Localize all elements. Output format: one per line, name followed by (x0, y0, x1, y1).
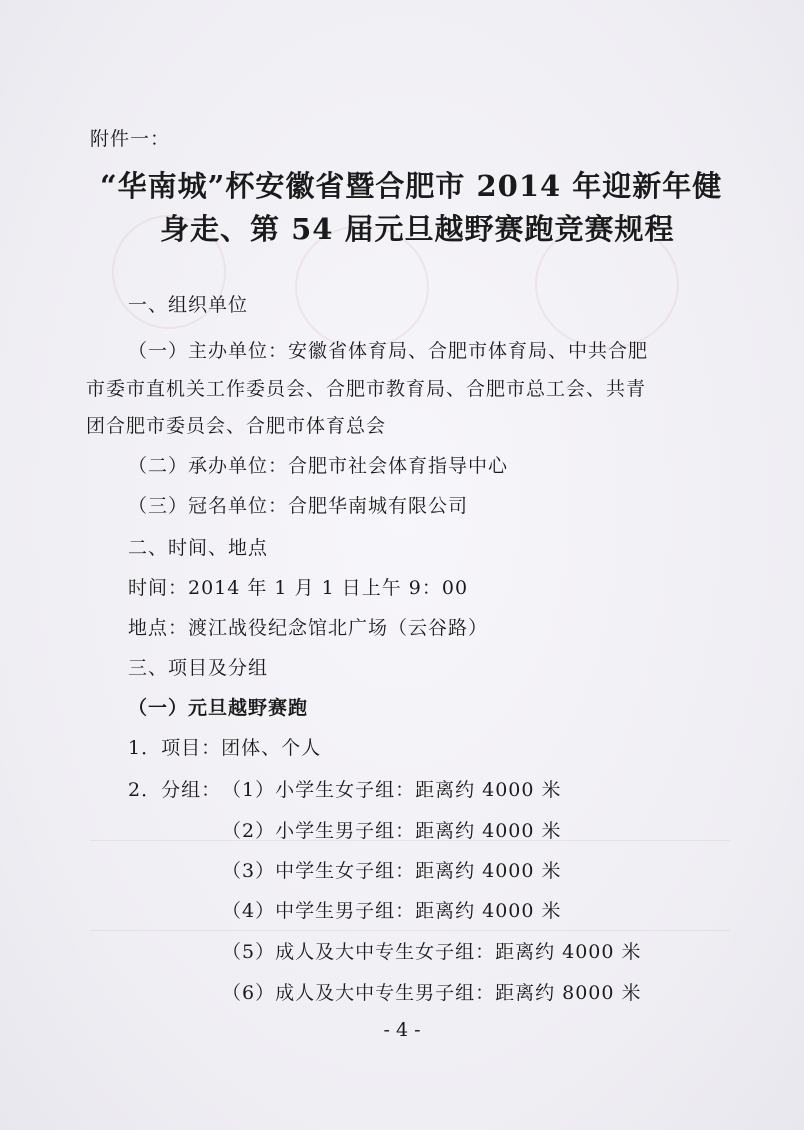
host-units-line-2: 市委市直机关工作委员会、合肥市教育局、合肥市总工会、共青 (86, 378, 647, 400)
section-heading-org: 一、组织单位 (128, 294, 249, 316)
page-number: - 4 - (383, 1019, 421, 1041)
sponsor-unit: （三）冠名单位：合肥华南城有限公司 (128, 495, 469, 517)
host-units-line-3: 团合肥市委员会、合肥市体育总会 (86, 415, 387, 437)
document-title-line-1: “华南城”杯安徽省暨合肥市 2014 年迎新年健 (100, 169, 723, 203)
groups-prefix: 2．分组： (128, 779, 222, 801)
group-item: （6）成人及大中专生男子组：距离约 8000 米 (222, 982, 642, 1004)
group-item: （4）中学生男子组：距离约 4000 米 (222, 900, 562, 922)
event-place: 地点：渡江战役纪念馆北广场（云谷路） (128, 617, 489, 639)
section-heading-events: 三、项目及分组 (128, 657, 269, 679)
event-items: 1．项目：团体、个人 (128, 737, 322, 759)
event-time: 时间：2014 年 1 月 1 日上午 9：00 (128, 577, 469, 599)
subsection-new-year-run: （一）元旦越野赛跑 (128, 697, 309, 719)
group-item: （5）成人及大中专生女子组：距离约 4000 米 (222, 941, 642, 963)
group-item: （2）小学生男子组：距离约 4000 米 (222, 820, 562, 842)
document-title-line-2: 身走、第 54 届元旦越野赛跑竞赛规程 (160, 212, 675, 246)
attachment-label: 附件一： (90, 128, 171, 150)
bleed-through-line (90, 930, 730, 931)
group-item: （1）小学生女子组：距离约 4000 米 (222, 779, 562, 801)
section-heading-time-place: 二、时间、地点 (128, 537, 269, 559)
group-item: （3）中学生女子组：距离约 4000 米 (222, 860, 562, 882)
host-units-line-1: （一）主办单位：安徽省体育局、合肥市体育局、中共合肥 (128, 340, 649, 362)
organizer-unit: （二）承办单位：合肥市社会体育指导中心 (128, 455, 509, 477)
